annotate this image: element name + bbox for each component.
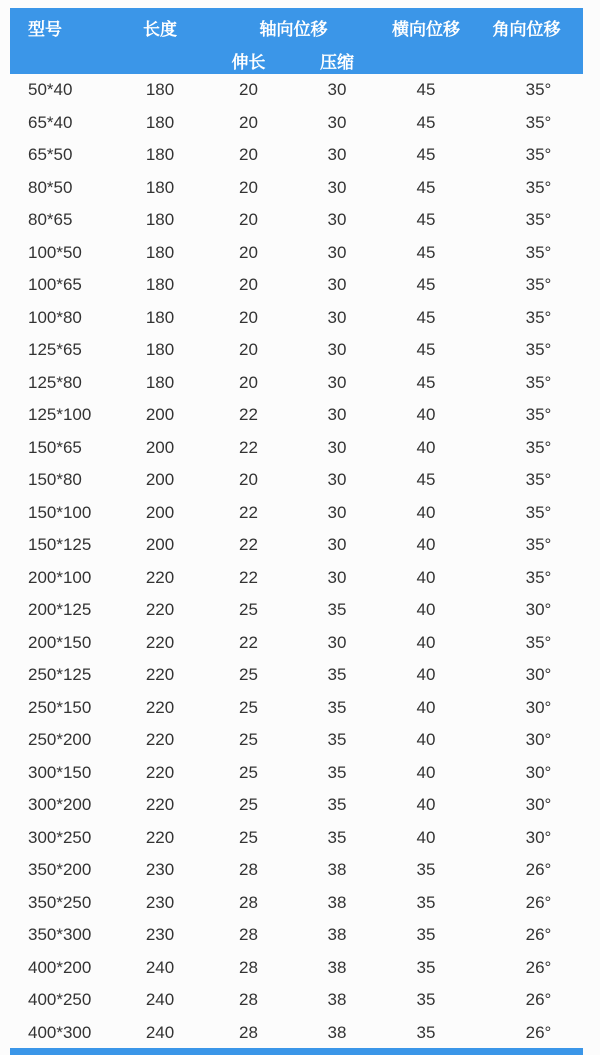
cell-length: 230 (145, 860, 175, 880)
cell-model: 300*200 (28, 795, 92, 815)
cell-length: 180 (145, 275, 175, 295)
cell-axial-extend: 28 (239, 892, 258, 912)
cell-length: 220 (145, 730, 175, 750)
cell-axial-extend: 20 (239, 372, 258, 392)
cell-axial-compress: 30 (327, 567, 347, 587)
table-row (10, 204, 583, 237)
cell-lateral: 40 (416, 632, 436, 652)
cell-model: 200*150 (28, 632, 92, 652)
cell-axial-extend: 25 (239, 665, 258, 685)
cell-model: 300*250 (28, 827, 92, 847)
cell-axial-compress: 38 (327, 1022, 347, 1042)
table-row (10, 854, 583, 887)
header-spacer (382, 47, 470, 74)
header-spacer (470, 47, 583, 74)
cell-lateral: 40 (416, 502, 436, 522)
cell-axial-compress: 30 (327, 210, 347, 230)
table-row (10, 1017, 583, 1050)
table-header (10, 8, 583, 74)
header-axial-displacement: 轴向位移 (205, 8, 382, 47)
cell-angular: 26° (525, 990, 552, 1010)
cell-angular: 35° (525, 210, 552, 230)
table-row (10, 269, 583, 302)
cell-lateral: 45 (416, 275, 436, 295)
table-row (10, 172, 583, 205)
table-row (10, 984, 583, 1017)
cell-axial-extend: 20 (239, 307, 258, 327)
cell-angular: 35° (525, 112, 552, 132)
cell-angular: 35° (525, 372, 552, 392)
cell-length: 220 (145, 665, 175, 685)
table-row (10, 952, 583, 985)
cell-model: 80*50 (28, 177, 73, 197)
cell-angular: 26° (525, 925, 552, 945)
cell-length: 220 (145, 795, 175, 815)
table-row (10, 919, 583, 952)
cell-model: 150*80 (28, 470, 82, 490)
cell-model: 200*125 (28, 600, 92, 620)
cell-axial-extend: 22 (239, 535, 258, 555)
spec-table (10, 8, 583, 1049)
cell-model: 400*200 (28, 957, 92, 977)
cell-axial-compress: 30 (327, 242, 347, 262)
cell-axial-compress: 30 (327, 372, 347, 392)
cell-lateral: 40 (416, 795, 436, 815)
cell-axial-compress: 30 (327, 275, 347, 295)
cell-length: 180 (145, 372, 175, 392)
cell-axial-compress: 38 (327, 957, 347, 977)
cell-length: 220 (145, 827, 175, 847)
table-row (10, 367, 583, 400)
cell-angular: 35° (525, 437, 552, 457)
table-row (10, 529, 583, 562)
cell-model: 400*250 (28, 990, 92, 1010)
table-row (10, 334, 583, 367)
cell-lateral: 35 (416, 925, 436, 945)
table-row (10, 887, 583, 920)
header-spacer (115, 47, 205, 74)
cell-model: 300*150 (28, 762, 92, 782)
cell-model: 400*300 (28, 1022, 92, 1042)
cell-angular: 35° (525, 80, 552, 100)
cell-axial-extend: 20 (239, 242, 258, 262)
cell-length: 180 (145, 112, 175, 132)
table-row (10, 692, 583, 725)
cell-axial-extend: 25 (239, 697, 258, 717)
cell-model: 65*50 (28, 145, 73, 165)
cell-model: 150*65 (28, 437, 82, 457)
table-row (10, 497, 583, 530)
table-row (10, 789, 583, 822)
cell-model: 150*100 (28, 502, 92, 522)
cell-lateral: 40 (416, 437, 436, 457)
cell-axial-extend: 22 (239, 405, 258, 425)
cell-axial-extend: 25 (239, 795, 258, 815)
cell-axial-compress: 38 (327, 860, 347, 880)
cell-model: 250*150 (28, 697, 92, 717)
cell-lateral: 35 (416, 990, 436, 1010)
cell-length: 180 (145, 145, 175, 165)
cell-angular: 35° (525, 405, 552, 425)
cell-angular: 30° (525, 795, 552, 815)
cell-length: 180 (145, 80, 175, 100)
cell-axial-compress: 30 (327, 437, 347, 457)
cell-axial-compress: 35 (327, 665, 347, 685)
header-model: 型号 (10, 8, 115, 47)
cell-axial-compress: 38 (327, 892, 347, 912)
cell-axial-extend: 22 (239, 437, 258, 457)
cell-lateral: 35 (416, 892, 436, 912)
cell-axial-extend: 25 (239, 730, 258, 750)
cell-axial-compress: 38 (327, 990, 347, 1010)
cell-axial-extend: 20 (239, 80, 258, 100)
table-row (10, 139, 583, 172)
cell-angular: 26° (525, 957, 552, 977)
cell-length: 180 (145, 210, 175, 230)
cell-length: 180 (145, 307, 175, 327)
cell-axial-extend: 20 (239, 470, 258, 490)
table-row (10, 107, 583, 140)
header-row-sub (10, 47, 583, 74)
cell-length: 200 (145, 405, 175, 425)
header-compress: 压缩 (292, 47, 382, 74)
table-row (10, 562, 583, 595)
cell-length: 200 (145, 437, 175, 457)
cell-lateral: 40 (416, 600, 436, 620)
cell-angular: 35° (525, 177, 552, 197)
table-row (10, 464, 583, 497)
table-row (10, 822, 583, 855)
cell-lateral: 40 (416, 567, 436, 587)
cell-model: 350*200 (28, 860, 92, 880)
cell-lateral: 45 (416, 112, 436, 132)
cell-angular: 35° (525, 307, 552, 327)
cell-lateral: 40 (416, 827, 436, 847)
cell-lateral: 45 (416, 80, 436, 100)
cell-model: 125*65 (28, 340, 82, 360)
cell-model: 100*80 (28, 307, 82, 327)
cell-model: 65*40 (28, 112, 73, 132)
table-row (10, 302, 583, 335)
cell-length: 200 (145, 470, 175, 490)
cell-angular: 35° (525, 502, 552, 522)
header-length: 长度 (115, 8, 205, 47)
table-row (10, 432, 583, 465)
cell-length: 240 (145, 990, 175, 1010)
cell-model: 100*50 (28, 242, 82, 262)
cell-axial-extend: 28 (239, 957, 258, 977)
cell-angular: 30° (525, 665, 552, 685)
cell-axial-extend: 28 (239, 860, 258, 880)
cell-axial-compress: 30 (327, 112, 347, 132)
cell-axial-compress: 30 (327, 177, 347, 197)
cell-model: 350*300 (28, 925, 92, 945)
cell-model: 350*250 (28, 892, 92, 912)
cell-axial-extend: 20 (239, 340, 258, 360)
cell-lateral: 35 (416, 860, 436, 880)
header-row-top (10, 8, 583, 47)
cell-axial-extend: 25 (239, 762, 258, 782)
cell-axial-extend: 22 (239, 567, 258, 587)
cell-axial-extend: 20 (239, 112, 258, 132)
table-row (10, 74, 583, 107)
cell-length: 220 (145, 632, 175, 652)
cell-length: 180 (145, 340, 175, 360)
cell-axial-compress: 30 (327, 470, 347, 490)
cell-axial-compress: 30 (327, 405, 347, 425)
cell-angular: 35° (525, 242, 552, 262)
table-row (10, 659, 583, 692)
cell-axial-extend: 20 (239, 145, 258, 165)
cell-axial-compress: 30 (327, 632, 347, 652)
header-spacer (10, 47, 115, 74)
cell-model: 100*65 (28, 275, 82, 295)
cell-angular: 30° (525, 827, 552, 847)
cell-lateral: 40 (416, 535, 436, 555)
table-row (10, 237, 583, 270)
cell-axial-compress: 38 (327, 925, 347, 945)
cell-length: 220 (145, 567, 175, 587)
cell-lateral: 45 (416, 307, 436, 327)
cell-angular: 30° (525, 762, 552, 782)
cell-model: 80*65 (28, 210, 73, 230)
table-row (10, 724, 583, 757)
cell-angular: 35° (525, 340, 552, 360)
cell-model: 125*80 (28, 372, 82, 392)
header-extend: 伸长 (205, 47, 292, 74)
cell-angular: 35° (525, 145, 552, 165)
cell-length: 220 (145, 600, 175, 620)
cell-axial-extend: 28 (239, 1022, 258, 1042)
cell-model: 50*40 (28, 80, 73, 100)
cell-axial-compress: 35 (327, 697, 347, 717)
cell-axial-extend: 28 (239, 925, 258, 945)
cell-axial-compress: 35 (327, 600, 347, 620)
cell-lateral: 35 (416, 1022, 436, 1042)
cell-angular: 35° (525, 470, 552, 490)
cell-lateral: 45 (416, 177, 436, 197)
cell-lateral: 35 (416, 957, 436, 977)
cell-axial-compress: 30 (327, 535, 347, 555)
table-row (10, 594, 583, 627)
cell-length: 220 (145, 697, 175, 717)
cell-length: 230 (145, 925, 175, 945)
cell-length: 180 (145, 177, 175, 197)
cell-axial-extend: 28 (239, 990, 258, 1010)
cell-axial-extend: 20 (239, 210, 258, 230)
cell-axial-compress: 35 (327, 730, 347, 750)
cell-lateral: 45 (416, 470, 436, 490)
cell-axial-compress: 35 (327, 827, 347, 847)
table-row (10, 399, 583, 432)
cell-axial-extend: 25 (239, 827, 258, 847)
cell-length: 220 (145, 762, 175, 782)
cell-axial-extend: 20 (239, 275, 258, 295)
cell-angular: 35° (525, 535, 552, 555)
table-body (10, 74, 583, 1049)
cell-lateral: 45 (416, 145, 436, 165)
cell-axial-compress: 30 (327, 502, 347, 522)
cell-axial-extend: 20 (239, 177, 258, 197)
cell-model: 125*100 (28, 405, 92, 425)
cell-axial-compress: 30 (327, 145, 347, 165)
cell-model: 200*100 (28, 567, 92, 587)
cell-lateral: 45 (416, 242, 436, 262)
cell-length: 200 (145, 502, 175, 522)
cell-angular: 35° (525, 275, 552, 295)
cell-lateral: 40 (416, 405, 436, 425)
cell-lateral: 40 (416, 665, 436, 685)
cell-lateral: 40 (416, 697, 436, 717)
cell-axial-extend: 22 (239, 502, 258, 522)
cell-model: 250*125 (28, 665, 92, 685)
table-row (10, 627, 583, 660)
cell-angular: 26° (525, 1022, 552, 1042)
cell-axial-compress: 35 (327, 795, 347, 815)
table-row (10, 757, 583, 790)
cell-angular: 35° (525, 632, 552, 652)
cell-model: 150*125 (28, 535, 92, 555)
header-angular-displacement: 角向位移 (470, 8, 583, 47)
cell-axial-compress: 30 (327, 80, 347, 100)
cell-lateral: 45 (416, 372, 436, 392)
cell-length: 230 (145, 892, 175, 912)
cell-length: 200 (145, 535, 175, 555)
cell-lateral: 45 (416, 210, 436, 230)
cell-axial-compress: 35 (327, 762, 347, 782)
cell-length: 180 (145, 242, 175, 262)
cell-length: 240 (145, 1022, 175, 1042)
header-lateral-displacement: 横向位移 (382, 8, 470, 47)
cell-lateral: 40 (416, 730, 436, 750)
cell-axial-extend: 22 (239, 632, 258, 652)
cell-model: 250*200 (28, 730, 92, 750)
cell-axial-compress: 30 (327, 307, 347, 327)
cell-axial-extend: 25 (239, 600, 258, 620)
cell-lateral: 45 (416, 340, 436, 360)
cell-angular: 26° (525, 860, 552, 880)
bottom-partial-header-bar (10, 1048, 583, 1055)
cell-length: 240 (145, 957, 175, 977)
cell-angular: 30° (525, 730, 552, 750)
cell-lateral: 40 (416, 762, 436, 782)
cell-axial-compress: 30 (327, 340, 347, 360)
cell-angular: 30° (525, 600, 552, 620)
cell-angular: 35° (525, 567, 552, 587)
cell-angular: 30° (525, 697, 552, 717)
cell-angular: 26° (525, 892, 552, 912)
